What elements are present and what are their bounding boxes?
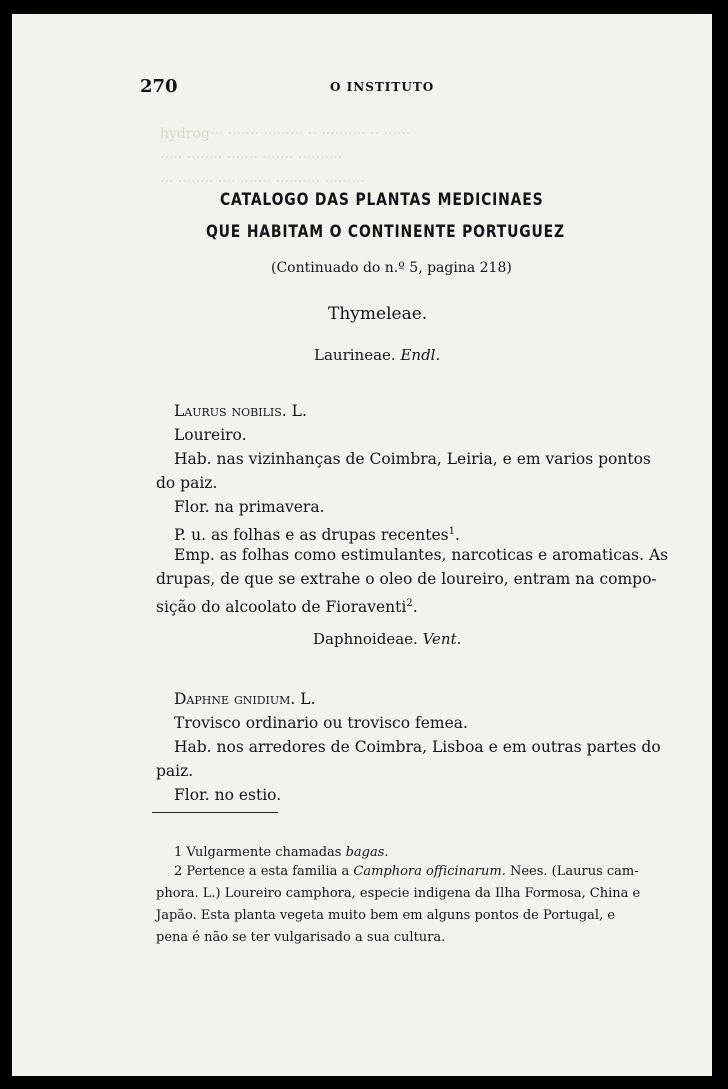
continuation-note: (Continuado do n.º 5, pagina 218) [271, 260, 512, 276]
footnote-ref: 2 [406, 598, 413, 609]
species-name: Daphne gnidium. [174, 690, 296, 708]
species-name: Laurus nobilis. [174, 402, 287, 420]
employment-line1: Emp. as folhas como estimulantes, narcoticas e aromaticas. As [174, 546, 669, 564]
footnote-divider [152, 812, 278, 813]
bleed-through: ··· ········ ···· ······· ·········· ········· [160, 174, 365, 190]
section-heading-daphnoideae [313, 630, 461, 648]
species-heading-daphne [174, 688, 316, 712]
footnote-number: 2 [174, 864, 183, 879]
footnote-2-line4: pena é não se ter vulgarisado a sua cultura. [156, 930, 446, 945]
footnote-text: Pertence a esta familia a [186, 864, 350, 879]
footnote-number: 1 [174, 845, 183, 860]
species-author: L. [291, 402, 307, 420]
employment-line2: drupas, de que se extrahe o oleo de loureiro, entram na compo- [156, 570, 657, 588]
footnote-1 [174, 845, 389, 860]
footnote-2-line3: Japão. Esta planta vegeta muito bem em alguns pontos de Portugal, e [156, 908, 616, 923]
section-name: Laurineae. [314, 346, 396, 364]
footnote-2 [174, 864, 639, 879]
flowering: Flor. na primavera. [174, 498, 325, 516]
employment-text: sição do alcoolato de Fioraventi [156, 598, 407, 617]
parts-used: P. u. as folhas e as drupas recentes$^1$. [174, 526, 460, 545]
footnote-text: Vulgarmente chamadas [186, 845, 342, 860]
family-heading: Thymeleae. [328, 304, 428, 324]
species-heading-laurus [174, 400, 307, 424]
flowering: Flor. no estio. [174, 786, 282, 804]
section-name: Daphnoideae. [313, 630, 418, 648]
footnote-text: Nees. (Laurus cam- [509, 864, 639, 879]
footnote-italic: Camphora officinarum. [353, 864, 506, 879]
footnote-italic: bagas. [345, 845, 389, 860]
common-name: Trovisco ordinario ou trovisco femea. [174, 714, 468, 732]
section-heading-laurineae [314, 346, 440, 364]
species-author: L. [300, 690, 316, 708]
habitat: Hab. nas vizinhanças de Coimbra, Leiria, e em varios pontos [174, 450, 651, 468]
catalog-title-line1: CATALOGO DAS PLANTAS MEDICINAES [220, 190, 544, 210]
catalog-title-line2: QUE HABITAM O CONTINENTE PORTUGUEZ [206, 222, 565, 242]
section-author: Endl. [400, 346, 441, 364]
habitat-cont: paiz. [156, 762, 194, 780]
employment-line3: sição do alcoolato de Fioraventi$^2$. [156, 598, 418, 617]
common-name: Loureiro. [174, 426, 247, 444]
section-author: Vent. [422, 630, 462, 648]
habitat-cont: do paiz. [156, 474, 218, 492]
bleed-through: ····· ········ ······· ······· ·········· [160, 150, 343, 166]
running-title: O INSTITUTO [330, 80, 435, 94]
habitat: Hab. nos arredores de Coimbra, Lisboa e em outras partes do [174, 738, 661, 756]
parts-used-text: P. u. as folhas e as drupas recentes [174, 526, 449, 545]
page-number: 270 [140, 76, 178, 97]
footnote-ref: 1 [448, 526, 455, 537]
footnote-2-line2: phora. L.) Loureiro camphora, especie indigena da Ilha Formosa, China e [156, 886, 641, 901]
bleed-through: hydrog··· ······· ········· ·· ·········· ·· ······ [160, 126, 411, 142]
